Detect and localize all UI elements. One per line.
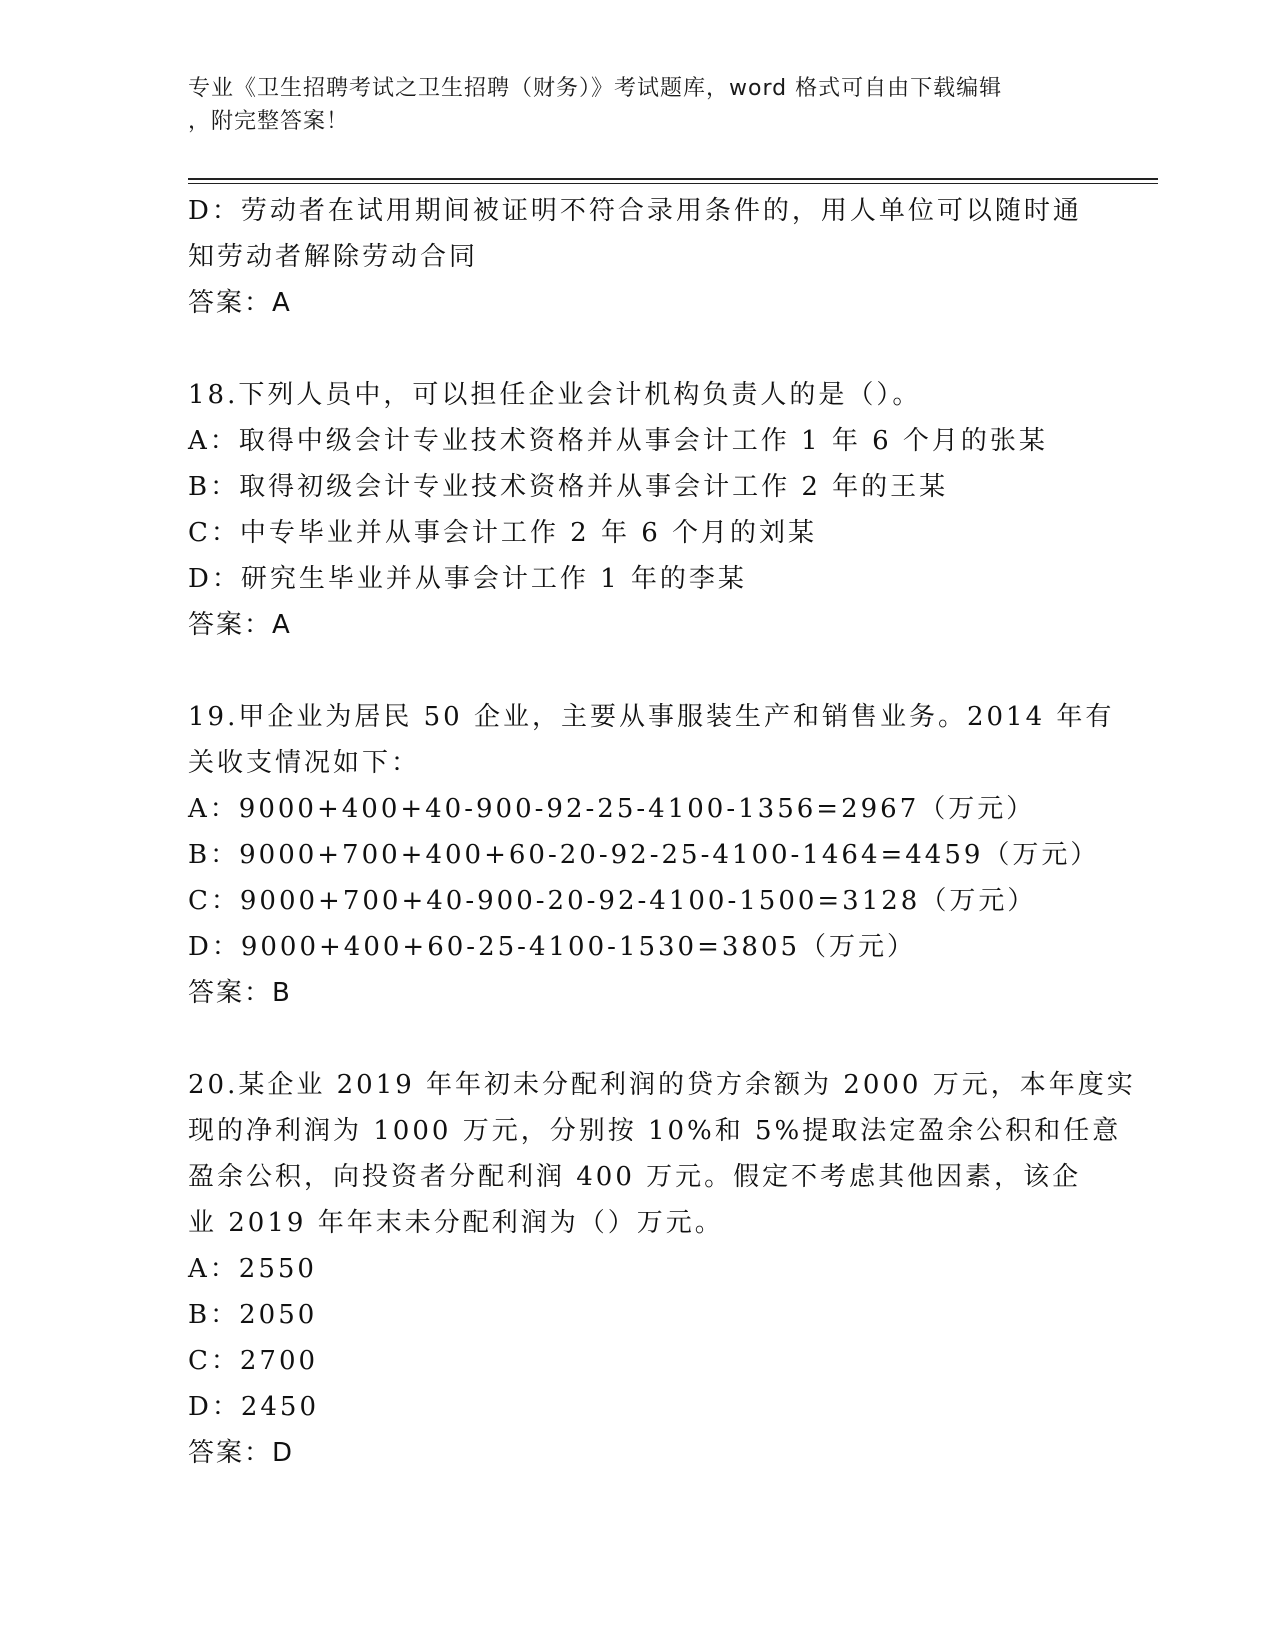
header-divider-thin xyxy=(188,183,1158,184)
question-stem-continued: 关收支情况如下： xyxy=(188,748,421,778)
option-c: C：9000+700+40-900-20-92-4100-1500=3128（万元） xyxy=(188,886,1037,916)
header-divider-thick xyxy=(188,178,1158,180)
spacer xyxy=(188,326,1088,372)
question-stem-continued: 业 2019 年年末未分配利润为（）万元。 xyxy=(188,1208,724,1238)
option-b: B：取得初级会计专业技术资格并从事会计工作 2 年的王某 xyxy=(188,472,949,502)
option-d-continued: 知劳动者解除劳动合同 xyxy=(188,242,479,272)
document-header xyxy=(188,72,1068,138)
option-a: A：取得中级会计专业技术资格并从事会计工作 1 年 6 个月的张某 xyxy=(188,426,1048,456)
option-d: D：2450 xyxy=(188,1392,320,1422)
answer-label: 答案：B xyxy=(188,978,292,1008)
question-list xyxy=(188,188,1136,1476)
option-a: A：2550 xyxy=(188,1254,317,1284)
option-d: D：9000+400+60-25-4100-1530=3805（万元） xyxy=(188,932,917,962)
answer-label: 答案：A xyxy=(188,288,292,318)
question-17-tail xyxy=(188,188,1088,326)
option-d: D：劳动者在试用期间被证明不符合录用条件的，用人单位可以随时通 xyxy=(188,196,1082,226)
question-20 xyxy=(188,1062,1136,1476)
option-b: B：2050 xyxy=(188,1300,318,1330)
option-b: B：9000+700+400+60-20-92-25-4100-1464=4459（万元） xyxy=(188,840,1100,870)
question-stem-continued: 现的净利润为 1000 万元，分别按 10%和 5%提取法定盈余公积和任意 xyxy=(188,1116,1122,1146)
question-18 xyxy=(188,372,1088,648)
option-a: A：9000+400+40-900-92-25-4100-1356=2967（万元） xyxy=(188,794,1036,824)
spacer xyxy=(188,1016,1088,1062)
header-title-line-1: 专业《卫生招聘考试之卫生招聘（财务）》考试题库，word 格式可自由下载编辑 xyxy=(188,76,1003,101)
question-19 xyxy=(188,694,1115,1016)
option-d: D：研究生毕业并从事会计工作 1 年的李某 xyxy=(188,564,747,594)
answer-label: 答案：D xyxy=(188,1438,295,1468)
spacer xyxy=(188,648,1088,694)
option-c: C：2700 xyxy=(188,1346,319,1376)
header-title-line-2: ，附完整答案！ xyxy=(188,109,350,134)
answer-label: 答案：A xyxy=(188,610,292,640)
question-stem-continued: 盈余公积，向投资者分配利润 400 万元。假定不考虑其他因素，该企 xyxy=(188,1162,1082,1192)
question-stem: 19.甲企业为居民 50 企业，主要从事服装生产和销售业务。2014 年有 xyxy=(188,702,1115,732)
question-stem: 18.下列人员中，可以担任企业会计机构负责人的是（）。 xyxy=(188,380,922,410)
option-c: C：中专毕业并从事会计工作 2 年 6 个月的刘某 xyxy=(188,518,818,548)
question-stem: 20.某企业 2019 年年初未分配利润的贷方余额为 2000 万元，本年度实 xyxy=(188,1070,1136,1100)
